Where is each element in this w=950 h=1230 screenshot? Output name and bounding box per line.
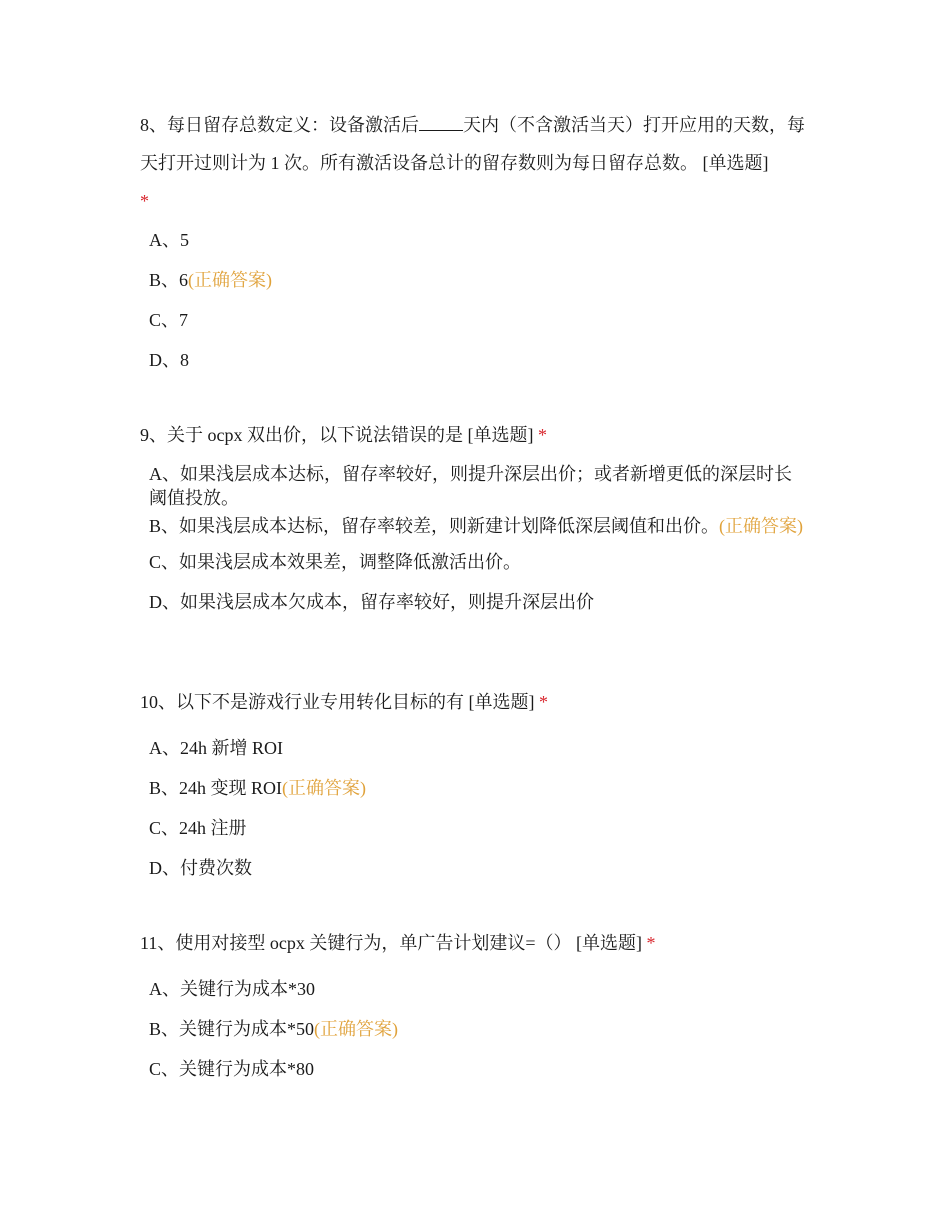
option-a: A、24h 新增 ROI bbox=[149, 738, 283, 758]
question-10-title: 10、以下不是游戏行业专用转化目标的有 [单选题] * bbox=[140, 692, 548, 712]
question-11-options bbox=[149, 969, 809, 1089]
option-d: D、8 bbox=[149, 350, 189, 370]
option-b: B、关键行为成本*50(正确答案) bbox=[149, 1019, 399, 1039]
question-9-title: 9、关于 ocpx 双出价，以下说法错误的是 [单选题] * bbox=[140, 425, 547, 445]
correct-answer-tag: (正确答案) bbox=[282, 778, 367, 798]
correct-answer-tag: (正确答案) bbox=[719, 516, 804, 536]
required-mark: * bbox=[539, 692, 548, 712]
option-c: C、24h 注册 bbox=[149, 818, 247, 838]
question-8-text-before: 8、每日留存总数定义：设备激活后 bbox=[140, 115, 419, 135]
option-a: A、5 bbox=[149, 230, 189, 250]
question-8-blank bbox=[419, 116, 463, 131]
option-d: D、付费次数 bbox=[149, 858, 252, 878]
required-mark: * bbox=[537, 425, 547, 445]
option-b: B、如果浅层成本达标，留存率较差，则新建计划降低深层阈值和出价。(正确答案) bbox=[149, 516, 804, 536]
option-a: A、如果浅层成本达标，留存率较好，则提升深层出价；或者新增更低的深层时长阈值投放。 bbox=[149, 464, 792, 508]
correct-answer-tag: (正确答案) bbox=[188, 270, 273, 290]
question-8-text-after: 天内（不含激活当天）打开应用的天数，每天打开过则计为 1 次。所有激活设备总计的留存数则为每日留存总数。 [单选题] bbox=[140, 115, 805, 173]
option-c: C、7 bbox=[149, 310, 189, 330]
option-c: C、如果浅层成本效果差，调整降低激活出价。 bbox=[149, 552, 522, 572]
question-10-options bbox=[149, 728, 809, 888]
required-mark: * bbox=[140, 191, 149, 211]
question-8-options bbox=[149, 220, 809, 380]
option-b: B、6(正确答案) bbox=[149, 270, 273, 290]
option-b: B、24h 变现 ROI(正确答案) bbox=[149, 778, 367, 798]
question-11-title: 11、使用对接型 ocpx 关键行为，单广告计划建议=（） [单选题] * bbox=[140, 933, 656, 953]
option-a: A、关键行为成本*30 bbox=[149, 979, 315, 999]
option-c: C、关键行为成本*80 bbox=[149, 1059, 315, 1079]
question-9-options bbox=[149, 462, 809, 622]
option-d: D、如果浅层成本欠成本，留存率较好，则提升深层出价 bbox=[149, 592, 594, 612]
question-8-title bbox=[140, 106, 812, 220]
required-mark: * bbox=[646, 933, 656, 953]
correct-answer-tag: (正确答案) bbox=[314, 1019, 399, 1039]
